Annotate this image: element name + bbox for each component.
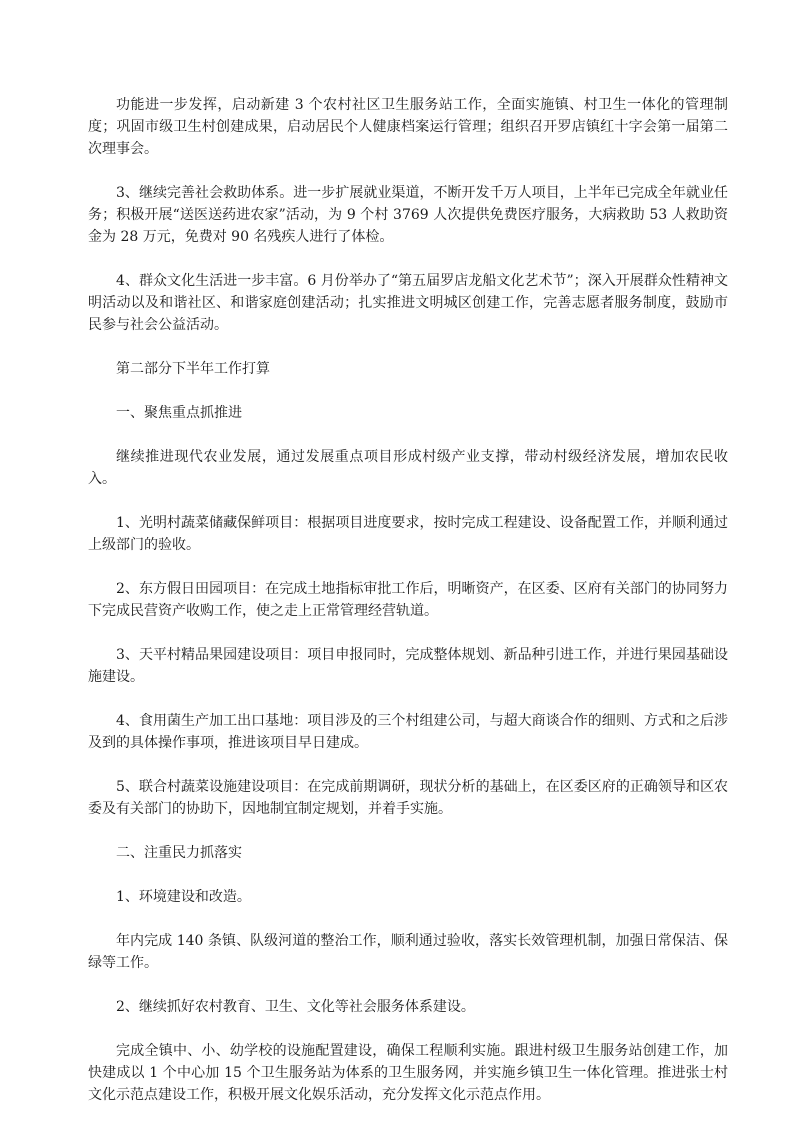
paragraph-item-dongfang-holiday: 2、东方假日田园项目：在完成土地指标审批工作后，明晰资产，在区委、区府有关部门的协同努力下完成民营资产收购工作，使之走上正常管理经营轨道。 [88,581,728,619]
paragraph-river-improvement: 年内完成 140 条镇、队级河道的整治工作，顺利通过验收，落实长效管理机制，加强日常保洁、保绿等工作。 [88,933,728,971]
paragraph-cultural-life: 4、群众文化生活进一步丰富。6 月份举办了“第五届罗店龙船文化艺术节”；深入开展群众性精神文明活动以及和谐社区、和谐家庭创建活动；扎实推进文明城区创建工作，完善志愿者服务制度，鼓励市民参与社会公益活动。 [88,273,728,333]
item-heading-social-services: 2、继续抓好农村教育、卫生、文化等社会服务体系建设。 [116,999,475,1015]
paragraph-item-lianhe-village: 5、联合村蔬菜设施建设项目：在完成前期调研，现状分析的基础上，在区委区府的正确领导和区农委及有关部门的协助下，因地制宜制定规划，并着手实施。 [88,779,728,817]
paragraph-modern-agriculture: 继续推进现代农业发展，通过发展重点项目形成村级产业支撑，带动村级经济发展，增加农民收入。 [88,449,728,487]
paragraph-health-services: 功能进一步发挥，启动新建 3 个农村社区卫生服务站工作，全面实施镇、村卫生一体化的管理制度；巩固市级卫生村创建成果，启动居民个人健康档案运行管理；组织召开罗店镇红十字会第一届第二次理事会。 [88,97,728,157]
item-heading-environment: 1、环境建设和改造。 [116,889,251,905]
section-heading-second-half-plan: 第二部分下半年工作打算 [116,361,270,377]
document-body [88,94,728,1128]
subsection-heading-people-implementation: 二、注重民力抓落实 [116,845,242,861]
subsection-heading-focus-key-points: 一、聚焦重点抓推进 [116,405,242,421]
paragraph-item-guangming-village: 1、光明村蔬菜储藏保鲜项目：根据项目进度要求，按时完成工程建设、设备配置工作，并顺利通过上级部门的验收。 [88,515,728,553]
paragraph-schools-health-culture: 完成全镇中、小、幼学校的设施配置建设，确保工程顺利实施。跟进村级卫生服务站创建工作，加快建成以 1 个中心加 15 个卫生服务站为体系的卫生服务网，并实施乡镇卫生一体化管理。推进张士村文化示范点建设工作，积极开展文化娱乐活动，充分发挥文化示范点作用。 [88,1043,728,1103]
paragraph-item-tianping-orchard: 3、天平村精品果园建设项目：项目申报同时，完成整体规划、新品种引进工作，并进行果园基础设施建设。 [88,647,728,685]
paragraph-social-assistance: 3、继续完善社会救助体系。进一步扩展就业渠道，不断开发千万人项目，上半年已完成全年就业任务；积极开展“送医送药进农家”活动，为 9 个村 3769 人次提供免费医疗服务，大病救助 53 人救助资金为 28 万元，免费对 90 名残疾人进行了体检。 [88,185,728,245]
paragraph-item-mushroom-base: 4、食用菌生产加工出口基地：项目涉及的三个村组建公司，与超大商谈合作的细则、方式和之后涉及到的具体操作事项，推进该项目早日建成。 [88,713,728,751]
